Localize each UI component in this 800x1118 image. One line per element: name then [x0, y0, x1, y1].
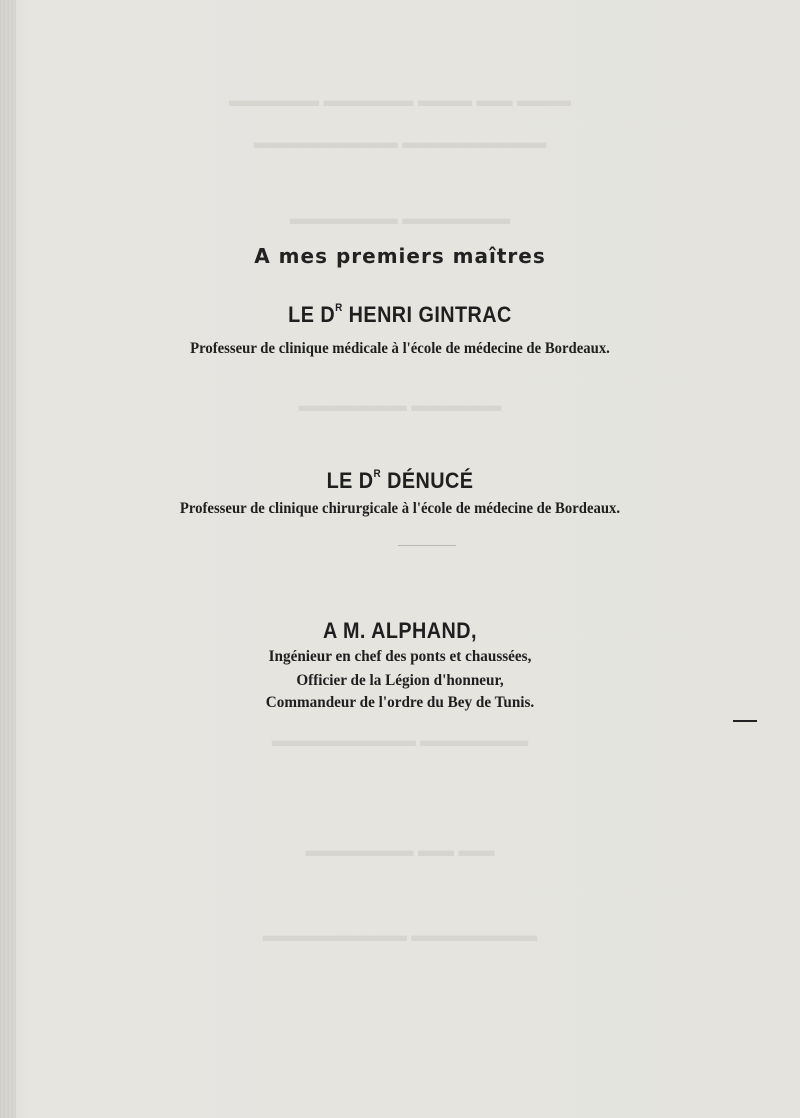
person-title-alphand-2: Officier de la Légion d'honneur, [296, 672, 504, 689]
person-name-denuce: LE $D^R$ DÉNUCÉ [326, 468, 474, 493]
bleed-through-text: ▬▬ ▬▬ ▬▬▬▬▬▬ [305, 840, 495, 860]
person-title-gintrac: Professeur de clinique médicale à l'école de médecine de Bordeaux. [190, 340, 610, 357]
person-title-denuce: Professeur de clinique chirurgicale à l'école de médecine de Bordeaux. [179, 500, 621, 517]
bleed-through-text: ▬▬▬▬▬▬▬ ▬▬▬▬▬▬▬▬ [262, 925, 538, 945]
person-name-gintrac: LE $D^R$ HENRI GINTRAC [288, 302, 512, 327]
bleed-through-text: ▬▬▬ ▬▬ ▬▬▬ ▬▬▬▬▬ ▬▬▬▬▬ [229, 90, 571, 110]
dedication-heading: A mes premiers maîtres [254, 244, 546, 268]
person-name-alphand: A M. ALPHAND, [323, 618, 477, 643]
person-title-alphand-3: Commandeur de l'ordre du Bey de Tunis. [265, 694, 535, 711]
page-binding-edge [0, 0, 16, 1118]
bleed-through-text: ▬▬▬▬▬▬ ▬▬▬▬▬▬ [289, 208, 511, 228]
bleed-through-text: ▬▬▬▬▬▬▬▬ ▬▬▬▬▬▬▬▬ [253, 132, 547, 152]
section-divider [398, 545, 456, 546]
bleed-through-text: ▬▬▬▬▬ ▬▬▬▬▬▬ [298, 395, 502, 415]
page-mark [733, 720, 757, 722]
person-title-alphand-1: Ingénieur en chef des ponts et chaussées, [268, 648, 532, 665]
bleed-through-text: ▬▬▬▬▬▬ ▬▬▬▬▬▬▬▬ [271, 730, 529, 750]
